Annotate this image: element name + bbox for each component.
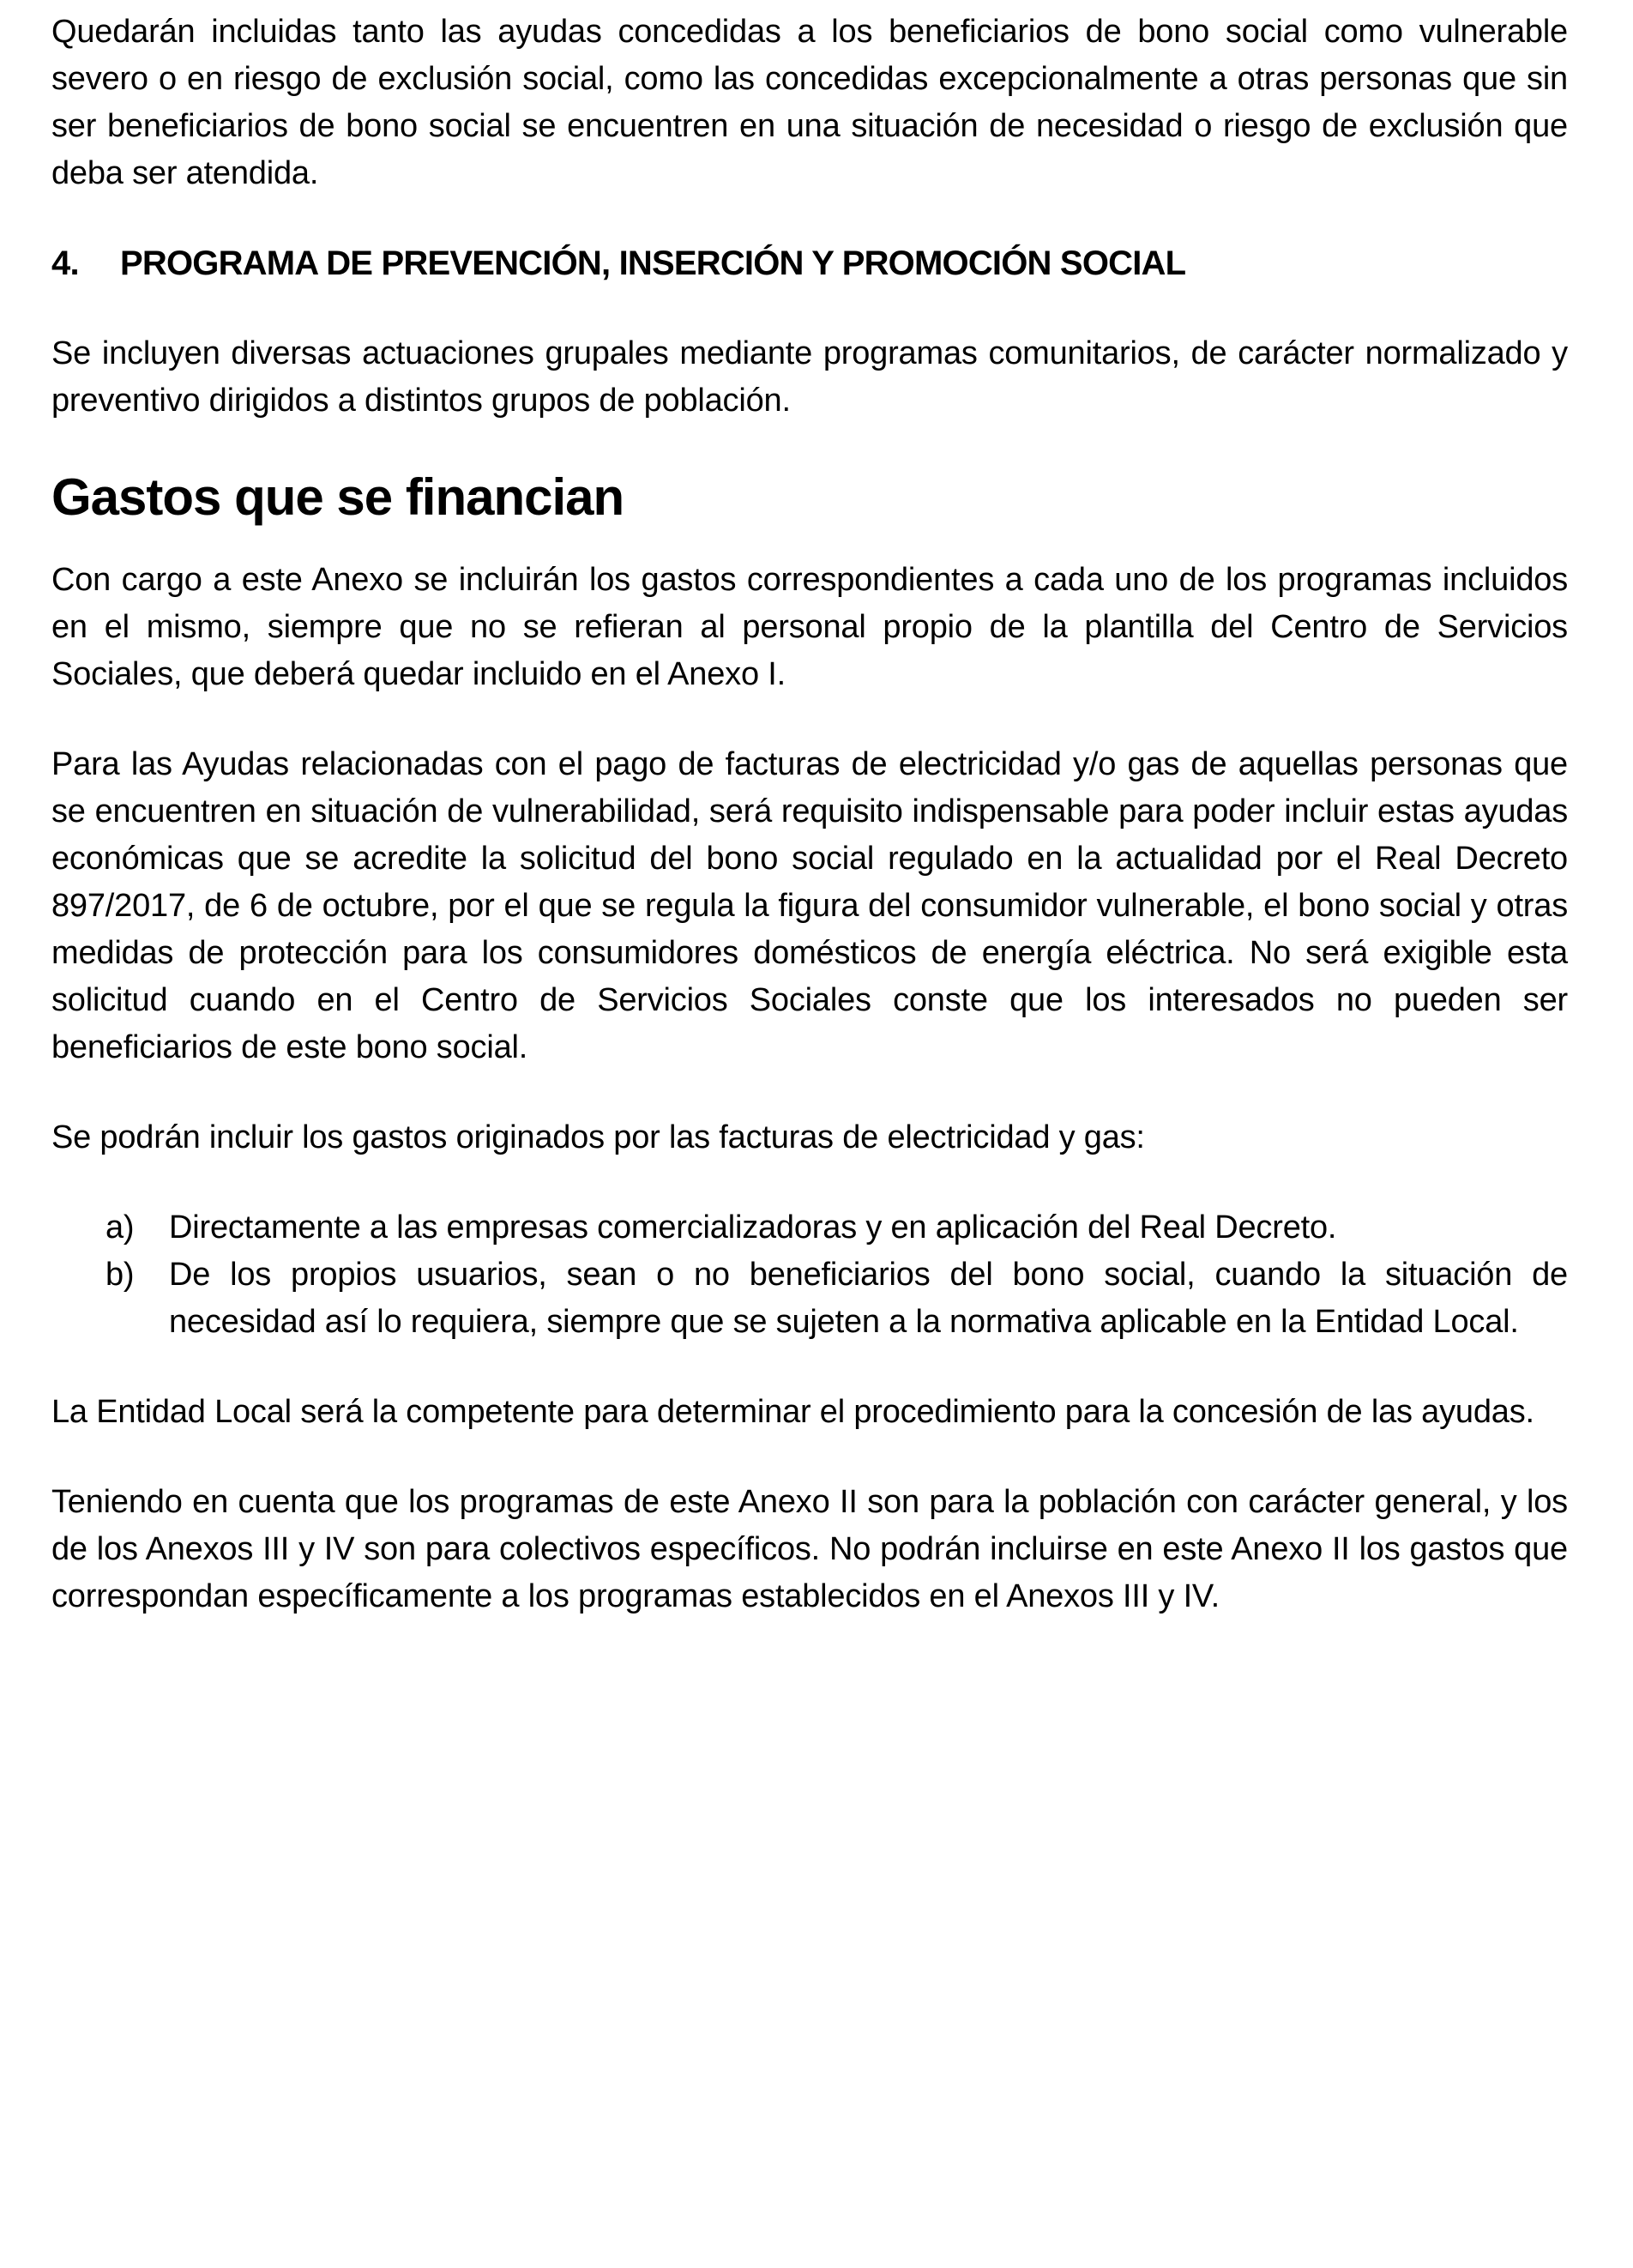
paragraph-con-cargo-anexo: Con cargo a este Anexo se incluirán los gastos correspondientes a cada uno de los programas incluidos en el mismo, siempre que no se refieran al personal propio de la plantilla del Centro de Servicios Sociales, que deberá quedar incluido en el Anexo I.	[51, 562, 1568, 692]
paragraph-entidad-local: La Entidad Local será la competente para determinar el procedimiento para la concesión de las ayudas.	[51, 1394, 1534, 1430]
list-marker-b: b)	[105, 1257, 135, 1293]
paragraph-anexos-ii-iii-iv: Teniendo en cuenta que los programas de este Anexo II son para la población con carácter general, y los de los Anexos III y IV son para colectivos específicos. No podrán incluirse en este Anexo II los gastos que correspondan específicamente a los programas establecidos en el Anexos III y IV.	[51, 1484, 1568, 1614]
list-marker-a: a)	[105, 1209, 135, 1246]
list-item-b	[51, 1252, 1568, 1346]
paragraph-actuaciones-grupales: Se incluyen diversas actuaciones grupales mediante programas comunitarios, de carácter normalizado y preventivo dirigidos a distintos grupos de población.	[51, 335, 1568, 419]
section-heading-number: 4.	[51, 244, 79, 282]
list-item-a-text: Directamente a las empresas comercializadoras y en aplicación del Real Decreto.	[169, 1209, 1337, 1246]
lettered-list	[51, 1204, 1568, 1346]
paragraph-bono-social-incluidas: Quedarán incluidas tanto las ayudas concedidas a los beneficiarios de bono social como vulnerable severo o en riesgo de exclusión social, como las concedidas excepcionalmente a otras personas que sin ser beneficiarios de bono social se encuentren en una situación de necesidad o riesgo de exclusión que deba ser atendida.	[51, 14, 1568, 191]
list-item-b-text: De los propios usuarios, sean o no beneficiarios del bono social, cuando la situación de necesidad así lo requiera, siempre que se sujeten a la normativa aplicable en la Entidad Local.	[169, 1257, 1568, 1340]
section-heading-4	[51, 240, 1568, 287]
section-heading-text: PROGRAMA DE PREVENCIÓN, INSERCIÓN Y PROMOCIÓN SOCIAL	[120, 244, 1186, 282]
paragraph-ayudas-facturas: Para las Ayudas relacionadas con el pago de facturas de electricidad y/o gas de aquellas personas que se encuentren en situación de vulnerabilidad, será requisito indispensable para poder incluir estas ayudas económicas que se acredite la solicitud del bono social regulado en la actualidad por el Real Decreto 897/2017, de 6 de octubre, por el que se regula la figura del consumidor vulnerable, el bono social y otras medidas de protección para los consumidores domésticos de energía eléctrica. No será exigible esta solicitud cuando en el Centro de Servicios Sociales conste que los interesados no pueden ser beneficiarios de este bono social.	[51, 746, 1568, 1065]
paragraph-gastos-originados: Se podrán incluir los gastos originados por las facturas de electricidad y gas:	[51, 1119, 1145, 1155]
list-item-a	[51, 1204, 1568, 1252]
page-title-gastos: Gastos que se financian	[51, 468, 624, 526]
